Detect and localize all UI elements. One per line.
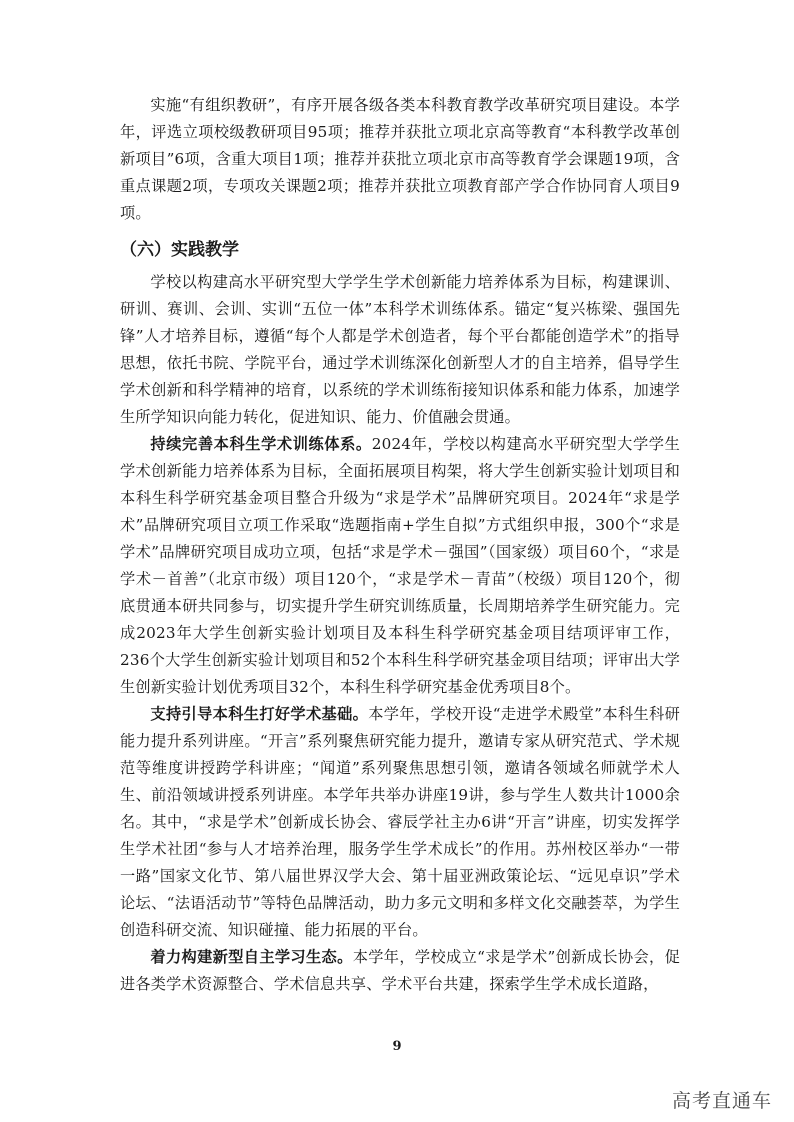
paragraph-academic-training-system (120, 431, 680, 701)
paragraph-lead-heading: 支持引导本科生打好学术基础。 (150, 705, 369, 723)
section-title-practice-teaching: （六）实践教学 (120, 240, 239, 260)
paragraph-teaching-research: 实施“有组织教研”，有序开展各级各类本科教育教学改革研究项目建设。本学年，评选立项校级教研项目95项；推荐并获批立项北京高等教育“本科教学改革创新项目”6项，含重大项目1项；推荐并获批立项北京市高等教育学会课题19项，含重点课题2项，专项攻关课题2项；推荐并获批立项教育部产学合作协同育人项目9项。 (120, 96, 680, 222)
paragraph-lead-heading: 持续完善本科生学术训练体系。 (150, 435, 372, 453)
paragraph-body-text: 本学年，学校开设“走进学术殿堂”本科生科研能力提升系列讲座。“开言”系列聚焦研究能力提升，邀请专家从研究范式、学术规范等维度讲授跨学科讲座；“闻道”系列聚焦思想引领，邀请各领域名师就学术人生、前沿领域讲授系列讲座。本学年共举办讲座19讲，参与学生人数共计1000余名。其中，“求是学术”创新成长协会、睿辰学社主办6讲“开言”讲座，切实发挥学生学术社团“参与人才培养治理，服务学生学术成长”的作用。苏州校区举办“一带一路”国家文化节、第八届世界汉学大会、第十届亚洲政策论坛、“远见卓识”学术论坛、“法语活动节”等特色品牌活动，助力多元文明和多样文化交融荟萃，为学生创造科研交流、知识碰撞、能力拓展的平台。 (120, 705, 680, 939)
paragraph-lead-heading: 着力构建新型自主学习生态。 (150, 948, 353, 966)
paragraph-body-text: 本学年，学校成立“求是学术”创新成长协会，促进各类学术资源整合、学术信息共享、学术平台共建，探索学生学术成长道路， (120, 948, 680, 993)
paragraph-body-text: 2024年，学校以构建高水平研究型大学学生学术创新能力培养体系为目标，全面拓展项目构架，将大学生创新实验计划项目和本科生科学研究基金项目整合升级为“求是学术”品牌研究项目。2024年“求是学术”品牌研究项目立项工作采取“选题指南+学生自拟”方式组织申报，300个“求是学术”品牌研究项目成功立项，包括“求是学术－强国”（国家级）项目60个，“求是学术－首善”（北京市级）项目120个，“求是学术－青苗”（校级）项目120个，彻底贯通本研共同参与，切实提升学生研究训练质量，长周期培养学生研究能力。完成2023年大学生创新实验计划项目及本科生科学研究基金项目结项评审工作，236个大学生创新实验计划项目和52个本科生科学研究基金项目结项；评审出大学生创新实验计划优秀项目32个，本科生科学研究基金优秀项目8个。 (120, 435, 680, 696)
watermark-text: 高考直通车 (671, 1090, 772, 1112)
document-body (120, 92, 680, 998)
paragraph-learning-ecosystem (120, 944, 680, 998)
page-number: 9 (392, 1039, 402, 1054)
paragraph-practice-overview: 学校以构建高水平研究型大学学生学术创新能力培养体系为目标，构建课训、研训、赛训、会训、实训“五位一体”本科学术训练体系。锚定“复兴栋梁、强国先锋”人才培养目标，遵循“每个人都是学术创造者，每个平台都能创造学术”的指导思想，依托书院、学院平台，通过学术训练深化创新型人才的自主培养，倡导学生学术创新和科学精神的培育，以系统的学术训练衔接知识体系和能力体系，加速学生所学知识向能力转化，促进知识、能力、价值融会贯通。 (120, 273, 680, 426)
paragraph-academic-foundation (120, 701, 680, 944)
